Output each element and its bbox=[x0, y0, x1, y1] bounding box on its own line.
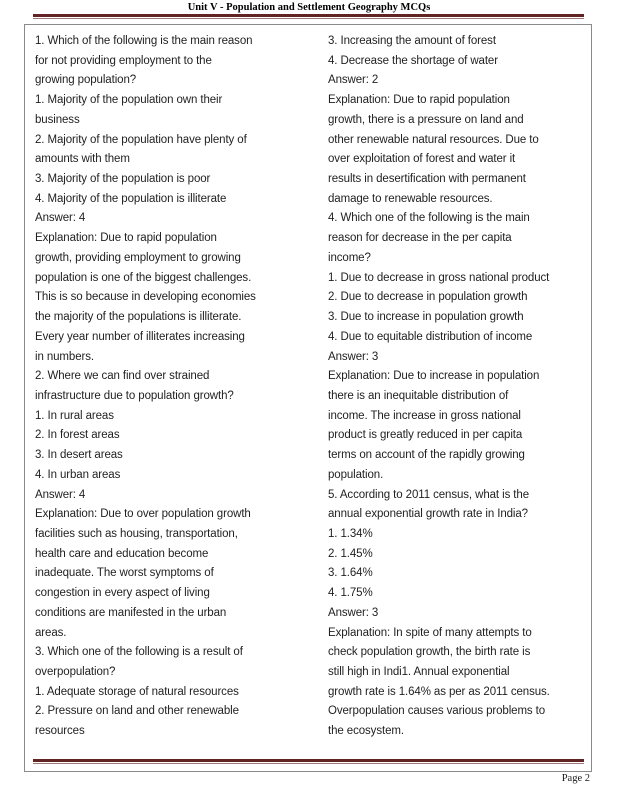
column-right bbox=[328, 32, 586, 742]
footer-rule bbox=[33, 759, 584, 764]
text-line: growth rate is 1.64% as per as 2011 census. bbox=[328, 685, 550, 698]
page-number: Page 2 bbox=[561, 773, 590, 784]
text-line: Explanation: In spite of many attempts to bbox=[328, 626, 532, 639]
text-line: Answer: 4 bbox=[35, 212, 86, 225]
text-line: 2. In forest areas bbox=[35, 429, 120, 442]
text-line: conditions are manifested in the urban bbox=[35, 606, 227, 619]
text-line: Explanation: Due to over population growth bbox=[35, 508, 251, 521]
text-line: for not providing employment to the bbox=[35, 54, 212, 67]
text-line: Answer: 3 bbox=[328, 606, 379, 619]
text-line: 3. Majority of the population is poor bbox=[35, 173, 211, 186]
text-line: 2. Pressure on land and other renewable bbox=[35, 705, 239, 718]
content-border-box bbox=[24, 24, 592, 772]
text-line: reason for decrease in the per capita bbox=[328, 232, 512, 245]
column-left bbox=[35, 32, 307, 742]
text-line: 1. Which of the following is the main reason bbox=[35, 35, 253, 47]
text-line: growing population? bbox=[35, 74, 137, 87]
text-line: congestion in every aspect of living bbox=[35, 587, 210, 600]
text-line: 4. In urban areas bbox=[35, 468, 121, 481]
text-line: 5. According to 2011 census, what is the bbox=[328, 488, 529, 501]
text-line: damage to renewable resources. bbox=[328, 192, 493, 205]
text-line: amounts with them bbox=[35, 153, 130, 166]
text-line: 2. 1.45% bbox=[328, 547, 373, 560]
text-line: Overpopulation causes various problems to bbox=[328, 705, 546, 718]
text-line: there is an inequitable distribution of bbox=[328, 389, 509, 402]
text-line: Explanation: Due to rapid population bbox=[328, 94, 510, 107]
text-line: 4. Decrease the shortage of water bbox=[328, 54, 498, 67]
text-line: 4. Due to equitable distribution of income bbox=[328, 330, 533, 343]
text-line: check population growth, the birth rate is bbox=[328, 646, 531, 659]
text-line: 3. Due to increase in population growth bbox=[328, 311, 524, 324]
text-line: Every year number of illiterates increasing bbox=[35, 330, 245, 343]
text-line: growth, providing employment to growing bbox=[35, 251, 241, 264]
text-line: the ecosystem. bbox=[328, 725, 404, 738]
text-line: inadequate. The worst symptoms of bbox=[35, 567, 214, 580]
text-line: population. bbox=[328, 468, 384, 481]
text-line: 3. In desert areas bbox=[35, 449, 123, 462]
text-line: resources bbox=[35, 725, 85, 738]
text-line: income. The increase in gross national bbox=[328, 409, 521, 422]
text-line: 1. 1.34% bbox=[328, 527, 373, 540]
text-line: Answer: 4 bbox=[35, 488, 86, 501]
text-line: health care and education become bbox=[35, 547, 209, 560]
text-line: population is one of the biggest challenges. bbox=[35, 271, 252, 284]
text-line: still high in Indi1. Annual exponential bbox=[328, 666, 510, 678]
text-line: 4. 1.75% bbox=[328, 587, 373, 600]
text-line: Answer: 3 bbox=[328, 350, 379, 363]
text-line: other renewable natural resources. Due to bbox=[328, 133, 539, 146]
text-line: 4. Majority of the population is illiterate bbox=[35, 192, 227, 205]
text-line: Answer: 2 bbox=[328, 74, 379, 87]
header-rule bbox=[33, 14, 584, 19]
text-line: results in desertification with permanent bbox=[328, 173, 526, 186]
text-line: annual exponential growth rate in India? bbox=[328, 508, 528, 521]
text-line: 1. In rural areas bbox=[35, 409, 114, 422]
text-line: terms on account of the rapidly growing bbox=[328, 449, 525, 462]
text-line: 2. Where we can find over strained bbox=[35, 370, 210, 383]
text-line: 3. 1.64% bbox=[328, 567, 373, 580]
text-line: business bbox=[35, 113, 80, 126]
text-line: product is greatly reduced in per capita bbox=[328, 429, 523, 442]
text-line: This is so because in developing economies bbox=[35, 291, 256, 304]
text-line: 3. Which one of the following is a result of bbox=[35, 646, 243, 659]
text-line: growth, there is a pressure on land and bbox=[328, 113, 524, 126]
text-line: 1. Majority of the population own their bbox=[35, 94, 223, 107]
text-line: 3. Increasing the amount of forest bbox=[328, 35, 496, 47]
text-line: in numbers. bbox=[35, 350, 94, 363]
text-line: 2. Majority of the population have plenty of bbox=[35, 133, 247, 146]
text-line: infrastructure due to population growth? bbox=[35, 389, 234, 402]
text-line: income? bbox=[328, 251, 371, 264]
text-line: Explanation: Due to increase in population bbox=[328, 370, 540, 383]
text-line: areas. bbox=[35, 626, 67, 639]
text-line: 1. Adequate storage of natural resources bbox=[35, 685, 239, 698]
text-line: facilities such as housing, transportation, bbox=[35, 527, 238, 540]
text-line: 1. Due to decrease in gross national product bbox=[328, 271, 550, 284]
text-line: over exploitation of forest and water it bbox=[328, 153, 516, 166]
text-line: 4. Which one of the following is the main bbox=[328, 212, 530, 225]
text-line: Explanation: Due to rapid population bbox=[35, 232, 217, 245]
text-line: overpopulation? bbox=[35, 666, 116, 678]
text-line: the majority of the populations is illiterate. bbox=[35, 311, 242, 324]
text-line: 2. Due to decrease in population growth bbox=[328, 291, 528, 304]
page-title: Unit V - Population and Settlement Geography MCQs bbox=[187, 2, 431, 13]
